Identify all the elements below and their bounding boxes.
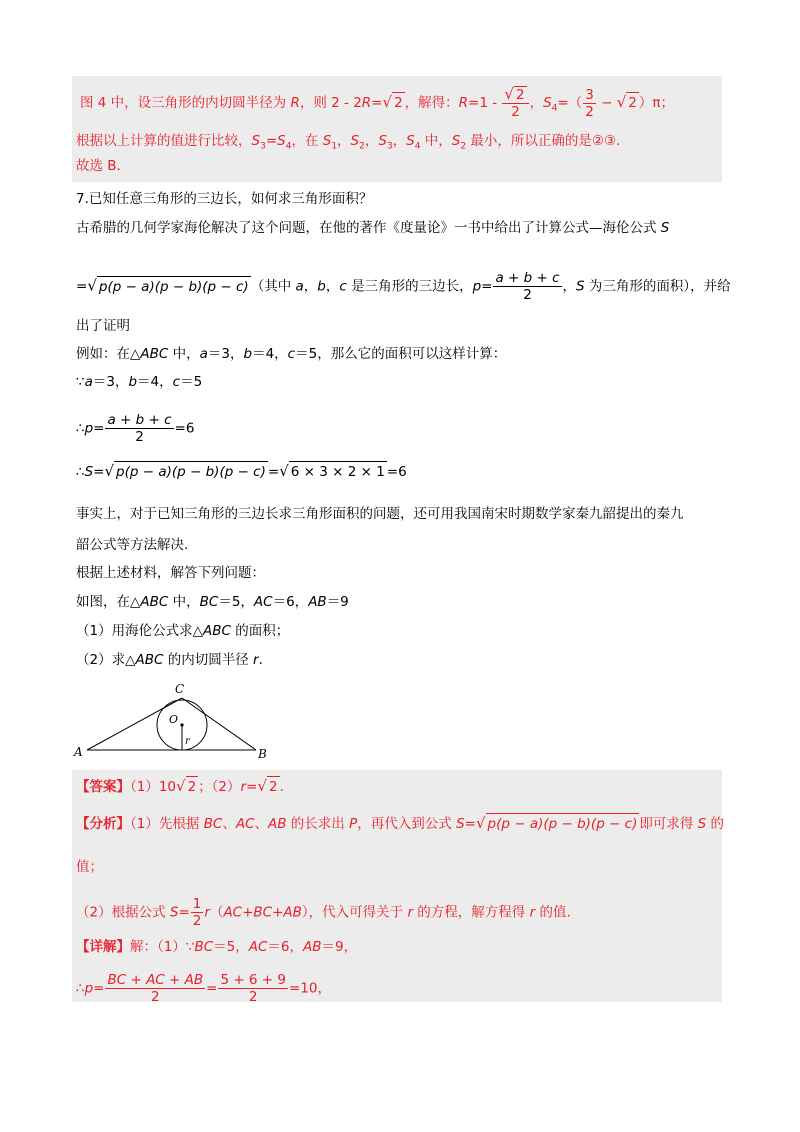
label-a: A xyxy=(74,745,83,759)
detail-line-2: ∴p= $\frac{BC + AC + AB}{2}$ = $\frac{5 + 6 + 9}{2}$ =10， xyxy=(76,972,331,1005)
side-ac xyxy=(87,698,182,750)
detail-line-1: 【详解】解：（1）∵BC＝5，AC＝6，AB＝9， xyxy=(76,939,358,955)
fraction: $\frac{BC + AC + AB}{2}$ xyxy=(107,972,204,1005)
heron-formula-line: =√ p(p − a)(p − b)(p − c) （其中 a，b，c 是三角形的三边长，p= $\frac{a + b + c}{2}$ ，S 为三角形的面积），并给 xyxy=(76,270,731,303)
therefore-p-line: ∴p= $\frac{a + b + c}{2}$ =6 xyxy=(76,412,195,445)
example-line: 例如：在△ABC 中，a＝3，b＝4，c＝5，那么它的面积可以这样计算： xyxy=(76,346,507,362)
because-line: ∵a＝3，b＝4，c＝5 xyxy=(76,374,203,390)
sub-question-1: （1）用海伦公式求△ABC 的面积； xyxy=(76,623,290,639)
label-o: O xyxy=(169,713,179,726)
label-b: B xyxy=(258,747,267,760)
sub-question-2: （2）求△ABC 的内切圆半径 r. xyxy=(76,652,263,668)
paragraph-qin: 事实上，对于已知三角形的三边长求三角形面积的问题，还可用我国南宋时期数学家秦九韶提出的秦九 xyxy=(76,506,684,522)
paragraph-qin-cont: 韶公式等方法解决. xyxy=(76,537,189,553)
fraction: $\frac{√ 2}{2}$ xyxy=(502,86,528,120)
analysis-line-2: 值； xyxy=(76,859,103,875)
therefore-s-line: ∴S=√ p(p − a)(p − b)(p − c) =√ 6 × 3 × 2 × 1 =6 xyxy=(76,462,407,480)
label-c: C xyxy=(175,682,185,696)
fraction: $\frac{a + b + c}{2}$ xyxy=(495,270,560,303)
fraction: $\frac{1}{2}$ xyxy=(192,896,202,929)
question-title: 7.已知任意三角形的三边长，如何求三角形面积？ xyxy=(76,191,373,207)
solution-line-3: 故选 B. xyxy=(76,158,121,174)
solution-line-2: 根据以上计算的值进行比较，$S_3=S_4$，在 $S_1$，$S_2$，$S_3$，$S_4$ 中，$S_2$ 最小，所以正确的是②③. xyxy=(76,133,621,152)
analysis-line-1: 【分析】（1）先根据 BC、AC、AB 的长求出 P，再代入到公式 S=√ p(p − a)(p − b)(p − c) 即可求得 S 的 xyxy=(76,814,725,832)
answer-box xyxy=(72,770,725,1002)
answer-line: 【答案】（1）10√ 2 ；（2）r=√ 2 . xyxy=(76,777,284,795)
side-cb xyxy=(182,698,256,750)
instruction-line: 根据上述材料，解答下列问题： xyxy=(76,565,265,581)
figure-given-line: 如图，在△ABC 中，BC＝5，AC＝6，AB＝9 xyxy=(76,594,349,610)
triangle-figure xyxy=(70,678,280,760)
paragraph-proof: 出了证明 xyxy=(76,318,130,334)
analysis-line-3: （2）根据公式 S= $\frac{1}{2}$ r（AC+BC+AB），代入可得关于 r 的方程，解方程得 r 的值. xyxy=(76,896,571,929)
fraction: $\frac{a + b + c}{2}$ xyxy=(107,412,172,445)
fraction: $\frac{5 + 6 + 9}{2}$ xyxy=(220,972,286,1005)
label-r: r xyxy=(185,736,190,747)
paragraph-heron: 古希腊的几何学家海伦解决了这个问题，在他的著作《度量论》一书中给出了计算公式—海伦公式 S xyxy=(76,220,670,236)
fraction: $\frac{3}{2}$ xyxy=(585,86,594,120)
solution-line-1: 图 4 中，设三角形的内切圆半径为 R，则 2 - 2R=√ 2 ，解得：R=1 - $\frac{√ 2}{2}$ ，$S_4=$（ $\frac{3}{2}$ − √ 2 ）π； xyxy=(80,85,674,120)
